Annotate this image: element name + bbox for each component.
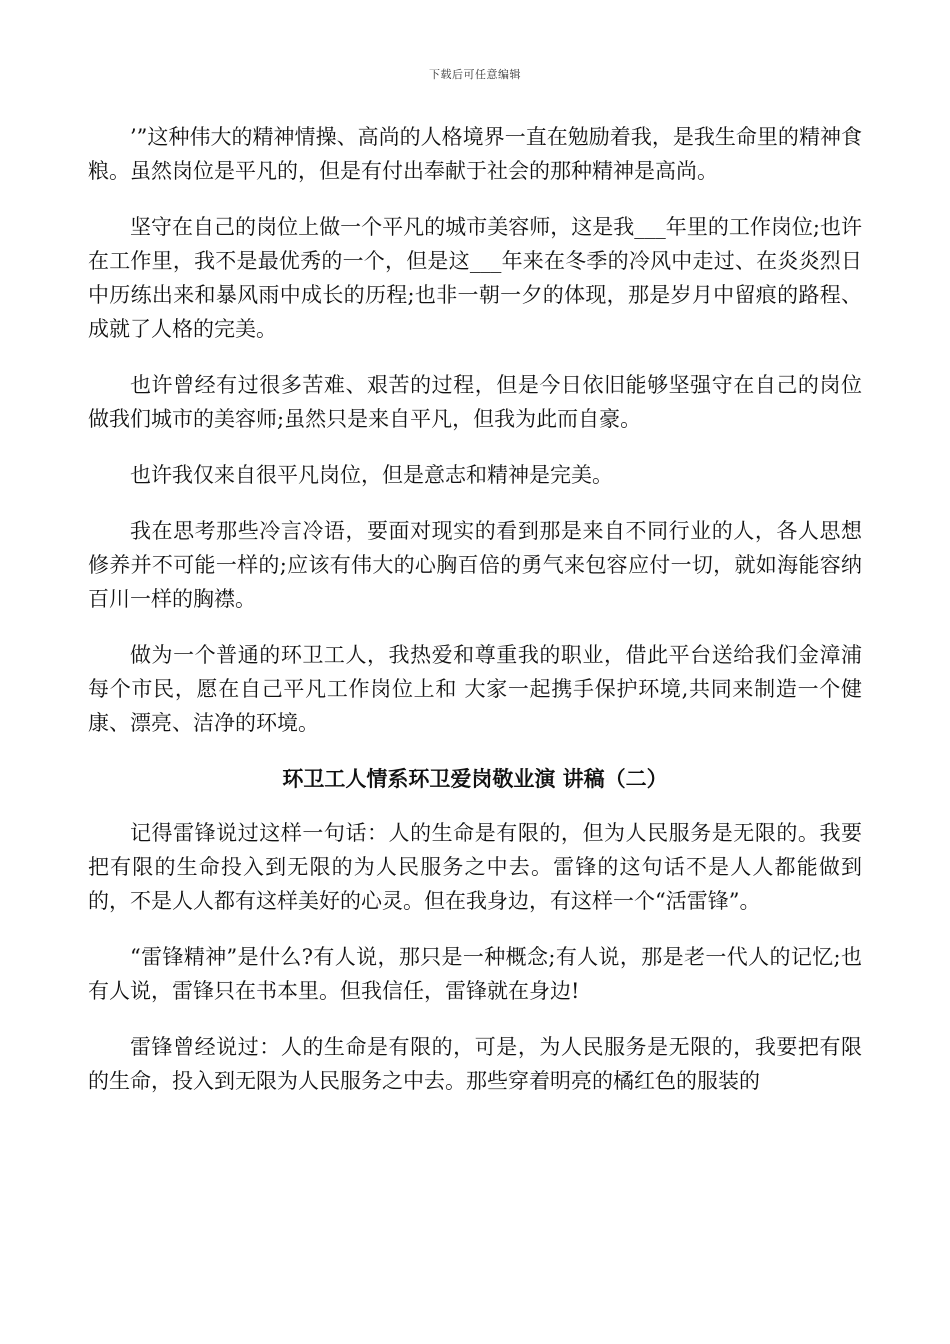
- document-body: [88, 120, 862, 1120]
- paragraph-5: 我在思考那些冷言冷语，要面对现实的看到那是来自不同行业的人，各人思想修养并不可能一样的;应该有伟大的心胸百倍的勇气来包容应付一切，就如海能容纳百川一样的胸襟。: [88, 519, 862, 611]
- paragraph-2: 坚守在自己的岗位上做一个平凡的城市美容师，这是我___年里的工作岗位;也许在工作里，我不是最优秀的一个，但是这___年来在冬季的冷风中走过、在炎炎烈日中历练出来和暴风雨中成长的历程;也非一朝一夕的体现，那是岁月中留痕的路程、成就了人格的完美。: [88, 215, 862, 341]
- paragraph-6: 做为一个普通的环卫工人，我热爱和尊重我的职业，借此平台送给我们金漳浦每个市民，愿在自己平凡工作岗位上和 大家一起携手保护环境,共同来制造一个健康、漂亮、洁净的环境。: [88, 643, 862, 735]
- page-header-note: 下载后可任意编辑: [429, 68, 521, 81]
- paragraph-3: 也许曾经有过很多苦难、艰苦的过程，但是今日依旧能够坚强守在自己的岗位做我们城市的美容师;虽然只是来自平凡，但我为此而自豪。: [88, 373, 862, 431]
- paragraph-8: “雷锋精神”是什么?有人说，那只是一种概念;有人说，那是老一代人的记忆;也有人说，雷锋只在书本里。但我信任，雷锋就在身边!: [88, 945, 862, 1003]
- paragraph-1: ’”这种伟大的精神情操、高尚的人格境界一直在勉励着我，是我生命里的精神食粮。虽然岗位是平凡的，但是有付出奉献于社会的那种精神是高尚。: [88, 125, 862, 183]
- paragraph-9: 雷锋曾经说过：人的生命是有限的，可是，为人民服务是无限的，我要把有限的生命，投入到无限为人民服务之中去。那些穿着明亮的橘红色的服装的: [88, 1035, 862, 1093]
- paragraph-4: 也许我仅来自很平凡岗位，但是意志和精神是完美。: [130, 463, 613, 487]
- paragraph-7: 记得雷锋说过这样一句话：人的生命是有限的，但为人民服务是无限的。我要把有限的生命投入到无限的为人民服务之中去。雷锋的这句话不是人人都能做到的，不是人人都有这样美好的心灵。但在我身边，有这样一个“活雷锋”。: [88, 821, 862, 913]
- section-title: 环卫工人情系环卫爱岗敬业演 讲稿（二）: [282, 767, 668, 791]
